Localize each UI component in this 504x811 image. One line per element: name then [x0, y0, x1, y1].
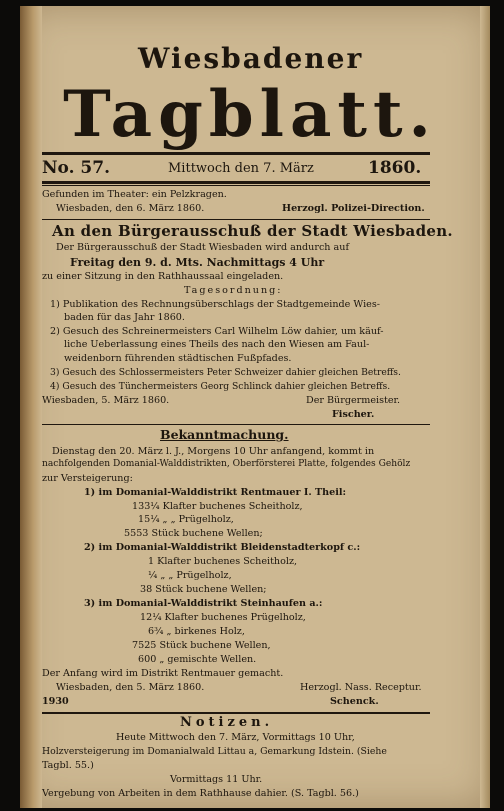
announcement-district: 2) im Domanial-Walddistrikt Bleidenstadterkopf c.: — [84, 542, 361, 553]
section-rule-1 — [42, 219, 430, 220]
found-notice-authority: Herzogl. Polizei-Direction. — [282, 203, 425, 214]
announcement-item: 38 Stück buchene Wellen; — [140, 584, 267, 595]
announcement-item: 1 Klafter buchenes Scheitholz, — [148, 556, 298, 567]
announcement-line: zur Versteigerung: — [42, 473, 133, 484]
newspaper-page — [20, 6, 490, 808]
notices-line: Tagbl. 55.) — [42, 760, 94, 771]
notices-line: Vormittags 11 Uhr. — [170, 774, 263, 785]
committee-agenda-item: 1) Publikation des Rechnungsüberschlags der Stadtgemeinde Wies- — [50, 299, 380, 310]
found-notice-place-date: Wiesbaden, den 6. März 1860. — [56, 203, 205, 214]
masthead-title-small: Wiesbadener — [138, 42, 364, 75]
found-notice-text: Gefunden im Theater: ein Pelzkragen. — [42, 189, 227, 200]
committee-heading: An den Bürgerausschuß der Stadt Wiesbaden. — [52, 222, 453, 240]
committee-agenda-heading: Tagesordnung: — [184, 285, 283, 296]
committee-agenda-item: 3) Gesuch des Schlossermeisters Peter Schweizer dahier gleichen Betreffs. — [50, 367, 401, 378]
committee-agenda-item: 4) Gesuch des Tünchermeisters Georg Schlinck dahier gleichen Betreffs. — [50, 381, 391, 392]
announcement-item: 5553 Stück buchene Wellen; — [124, 528, 263, 539]
section-rule-3 — [42, 712, 430, 714]
issue-year: 1860. — [368, 158, 422, 178]
committee-signer-title: Der Bürgermeister. — [306, 395, 401, 406]
committee-signer-name: Fischer. — [332, 409, 375, 420]
committee-agenda-item: baden für das Jahr 1860. — [64, 312, 185, 323]
announcement-item: 12¼ Klafter buchenes Prügelholz, — [140, 612, 306, 623]
announcement-item: 600 „ gemischte Wellen. — [138, 654, 257, 665]
announcement-line: nachfolgenden Domanial-Walddistrikten, Oberförsterei Platte, folgendes Gehölz — [42, 459, 411, 469]
issue-rule-thick — [42, 181, 430, 184]
announcement-number: 1930 — [42, 696, 69, 707]
announcement-authority: Herzogl. Nass. Receptur. — [300, 682, 422, 693]
committee-place-date: Wiesbaden, 5. März 1860. — [42, 395, 170, 406]
committee-agenda-item: weidenborn führenden städtischen Fußpfades. — [64, 353, 292, 364]
announcement-item: 7525 Stück buchene Wellen, — [132, 640, 271, 651]
announcement-item: ¼ „ „ Prügelholz, — [148, 570, 232, 581]
issue-rule-thin — [42, 185, 430, 186]
committee-agenda-item: liche Ueberlassung eines Theils des nach den Wiesen am Faul- — [64, 339, 370, 350]
announcement-district: 3) im Domanial-Walddistrikt Steinhaufen a.: — [84, 598, 323, 609]
masthead-title-large: Tagblatt. — [63, 77, 437, 152]
notices-heading: Notizen. — [180, 715, 274, 730]
committee-line: zu einer Sitzung in den Rathhaussaal eingeladen. — [42, 271, 284, 282]
page-binding — [20, 6, 42, 808]
committee-meeting-time: Freitag den 9. d. Mts. Nachmittags 4 Uhr — [70, 256, 325, 269]
announcement-signer-name: Schenck. — [330, 696, 379, 707]
announcement-item: 15¼ „ „ Prügelholz, — [138, 514, 234, 525]
announcement-heading: Bekanntmachung. — [160, 427, 289, 442]
notices-line: Holzversteigerung im Domanialwald Littau a, Gemarkung Idstein. (Siehe — [42, 746, 387, 757]
issue-date: Mittwoch den 7. März — [168, 161, 314, 176]
committee-agenda-item: 2) Gesuch des Schreinermeisters Carl Wilhelm Löw dahier, um käuf- — [50, 326, 384, 337]
committee-line: Der Bürgerausschuß der Stadt Wiesbaden wird andurch auf — [56, 242, 349, 253]
page-edge — [480, 6, 490, 808]
announcement-place-date: Wiesbaden, den 5. März 1860. — [56, 682, 205, 693]
notices-line: Heute Mittwoch den 7. März, Vormittags 10 Uhr, — [116, 732, 355, 743]
announcement-item: 133¼ Klafter buchenes Scheitholz, — [132, 501, 303, 512]
issue-number: No. 57. — [42, 158, 110, 178]
announcement-item: 6¾ „ birkenes Holz, — [148, 626, 245, 637]
masthead-rule — [42, 152, 430, 155]
notices-line: Vergebung von Arbeiten in dem Rathhause dahier. (S. Tagbl. 56.) — [42, 788, 359, 799]
announcement-district: 1) im Domanial-Walddistrikt Rentmauer I. Theil: — [84, 487, 347, 498]
section-rule-2 — [42, 424, 430, 425]
announcement-line: Dienstag den 20. März l. J., Morgens 10 Uhr anfangend, kommt in — [52, 446, 375, 457]
announcement-line: Der Anfang wird im Distrikt Rentmauer gemacht. — [42, 668, 284, 679]
